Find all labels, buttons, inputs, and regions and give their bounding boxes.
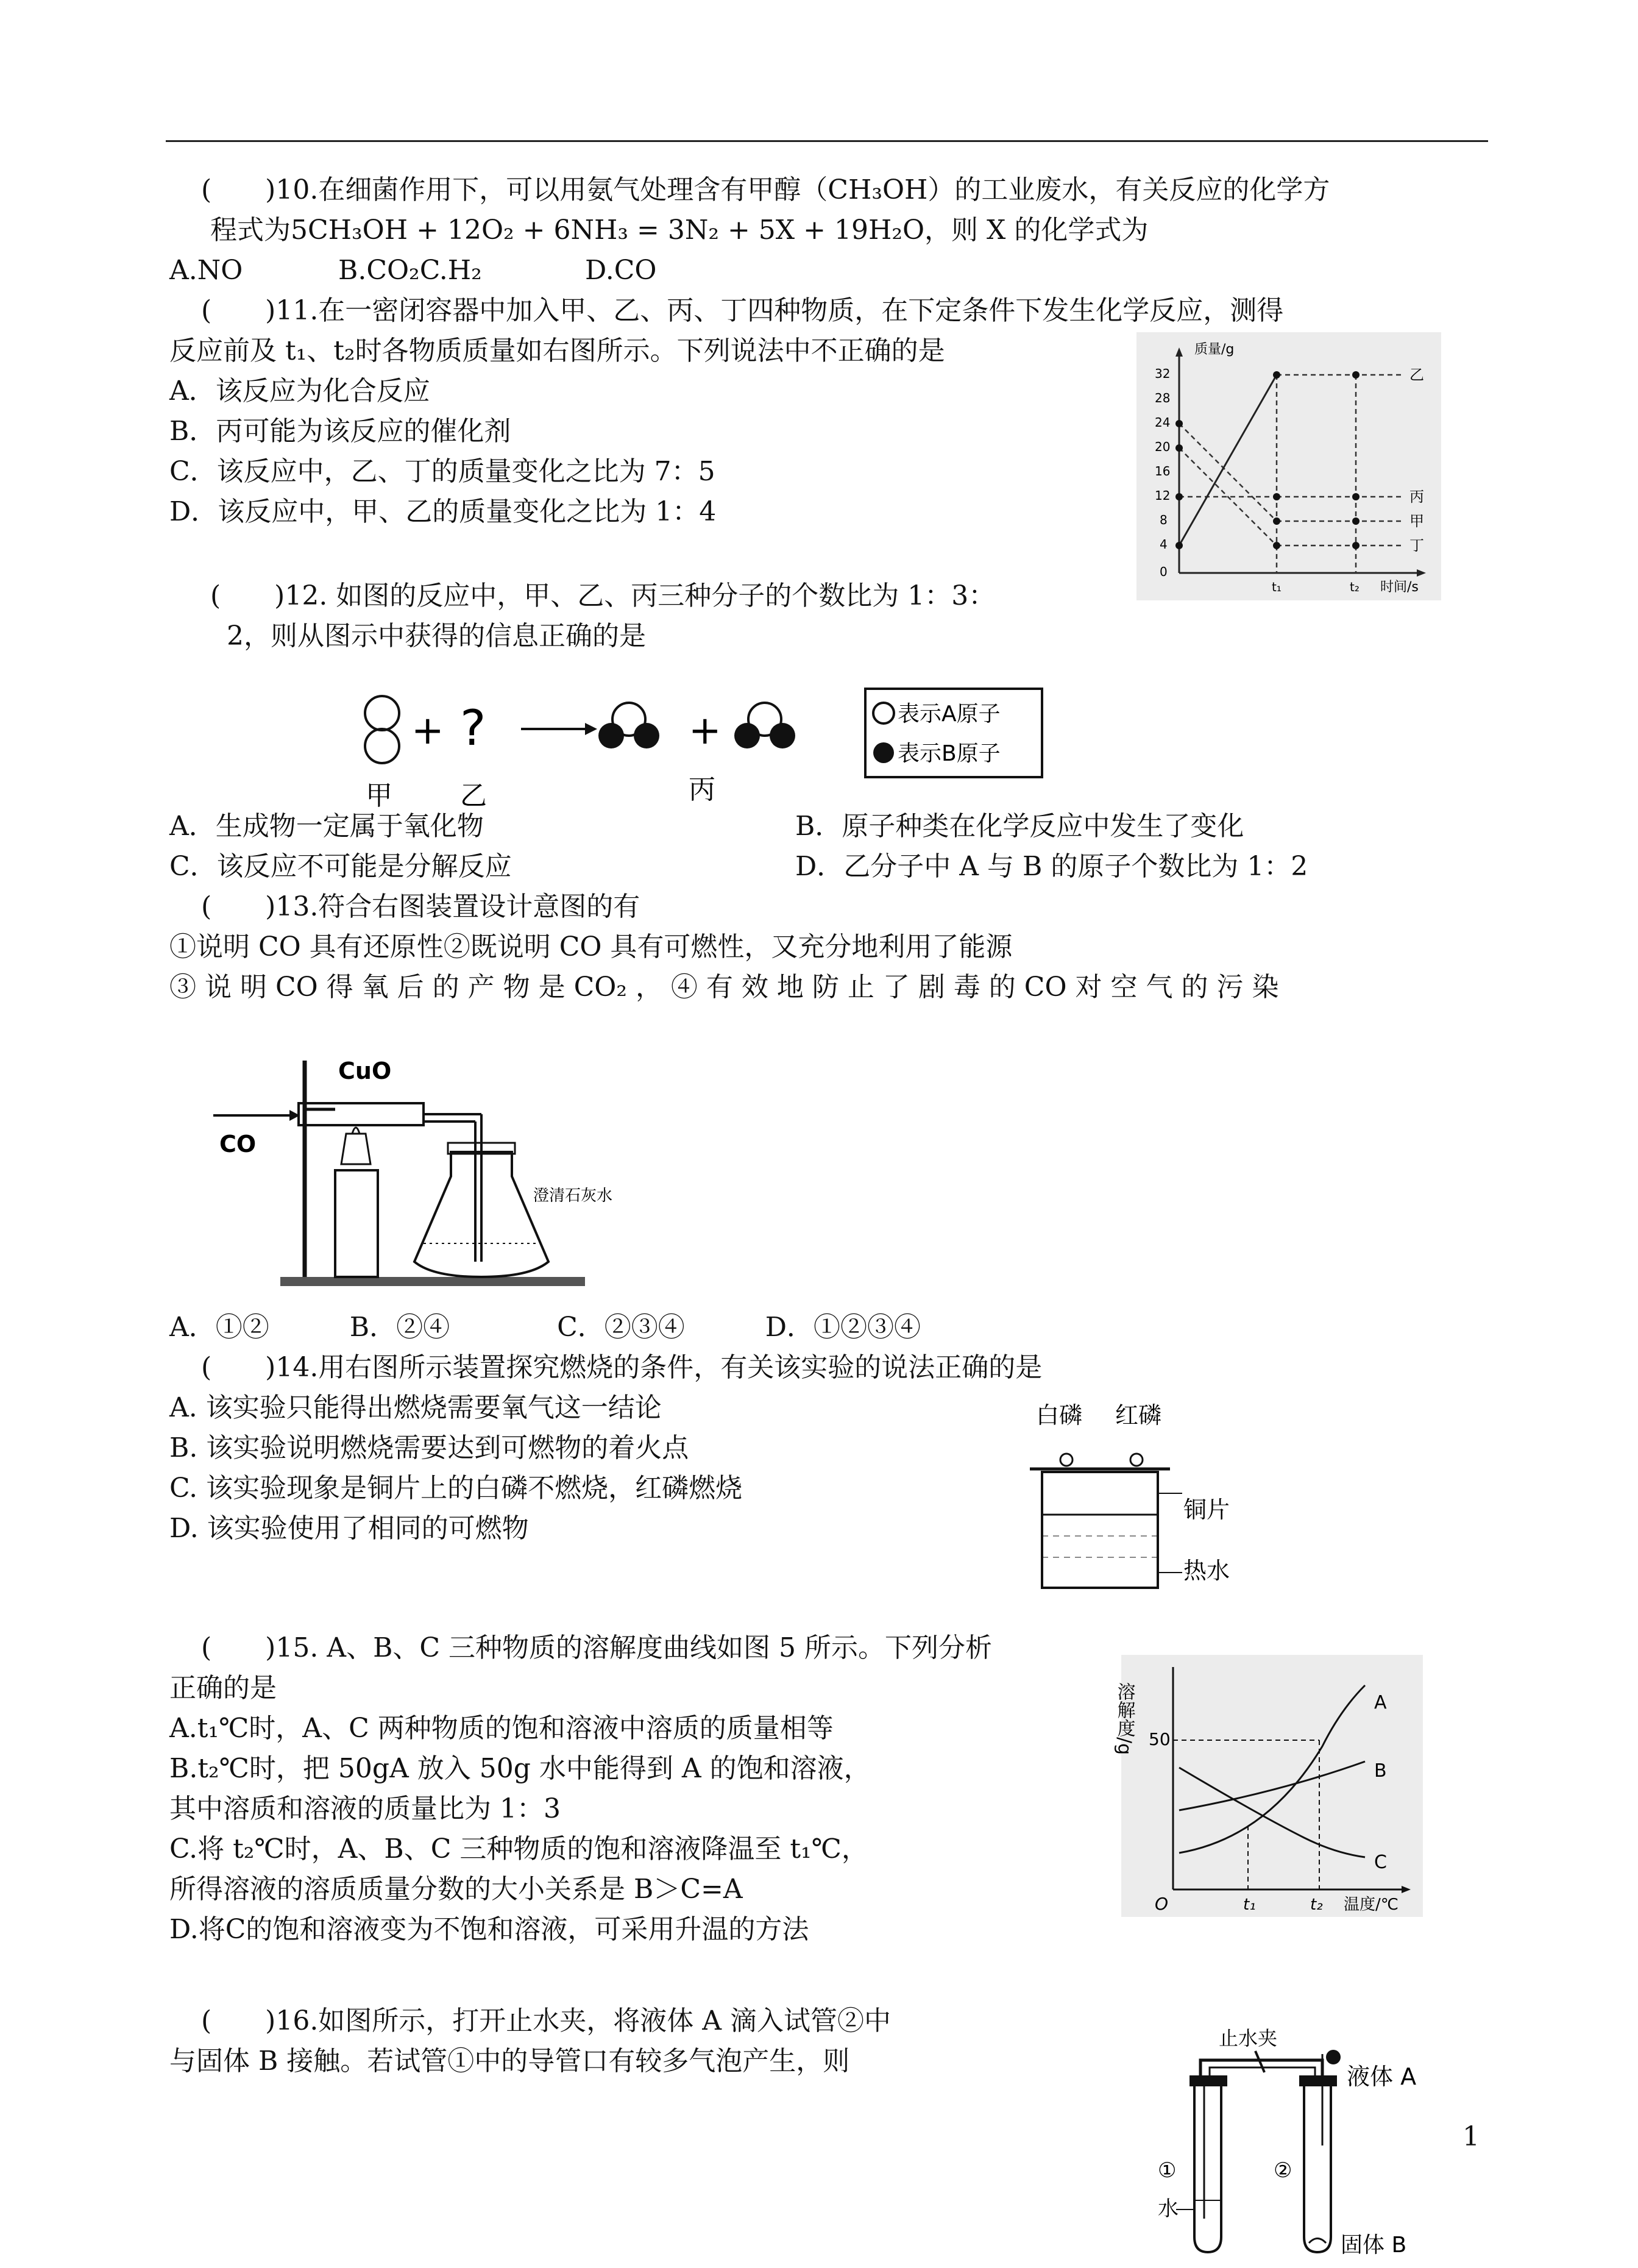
q13-line1: ( )13.符合右图装置设计意图的有 [201, 891, 640, 922]
q11-option-d: D．该反应中，甲、乙的质量变化之比为 1：4 [169, 496, 717, 527]
label-co: CO [219, 1131, 257, 1157]
label-bing: 丙 [689, 774, 715, 805]
q12-option-b: B．原子种类在化学反应中发生了变化 [795, 811, 1244, 842]
q14-apparatus [1024, 1396, 1280, 1597]
q11-xlabel: 时间/s [1380, 580, 1419, 595]
t1-label: t₁ [1243, 1896, 1256, 1914]
q15-option-b2: 其中溶质和溶液的质量比为 1：3 [169, 1793, 561, 1824]
xtick-t2: t₂ [1350, 580, 1360, 594]
label-red-p: 红磷 [1115, 1402, 1162, 1429]
q15-solubility-chart [1113, 1655, 1423, 1917]
q16-line2: 与固体 B 接触。若试管①中的导管口有较多气泡产生，则 [169, 2046, 850, 2077]
q12-line2: 2，则从图示中获得的信息正确的是 [227, 620, 646, 652]
plus-1: + [411, 708, 444, 753]
label-copper: 铜片 [1183, 1496, 1230, 1523]
q13-line3: ③ 说 明 CO 得 氧 后 的 产 物 是 CO₂ ， ④ 有 效 地 防 止 了 剧 毒 的 CO 对 空 气 的 污 染 [169, 972, 1279, 1003]
q11-line2: 反应前及 t₁、t₂时各物质质量如右图所示。下列说法中不正确的是 [169, 335, 945, 366]
q14-option-b: B. 该实验说明燃烧需要达到可燃物的着火点 [169, 1432, 689, 1463]
q15-xlabel: 温度/℃ [1344, 1896, 1399, 1914]
q14-line1: ( )14.用右图所示装置探究燃烧的条件，有关该实验的说法正确的是 [201, 1352, 1043, 1383]
q16-apparatus [1152, 2017, 1438, 2261]
label-jia: 甲 [1409, 513, 1424, 530]
label-yi: 乙 [460, 780, 487, 811]
q11-option-c: C．该反应中，乙、丁的质量变化之比为 7：5 [169, 456, 715, 487]
ytick-0: 0 [1160, 564, 1168, 579]
q12-line1: ( )12. 如图的反应中，甲、乙、丙三种分子的个数比为 1：3： [210, 580, 996, 611]
label-hot-water: 热水 [1183, 1557, 1230, 1584]
curve-a-label: A [1374, 1692, 1387, 1713]
q11-mass-chart [1136, 332, 1441, 600]
q14-option-d: D. 该实验使用了相同的可燃物 [169, 1513, 529, 1544]
label-cuo: CuO [338, 1058, 392, 1084]
q16-line1: ( )16.如图所示，打开止水夹，将液体 A 滴入试管②中 [201, 2005, 892, 2036]
q10-option-a: A.NO [169, 255, 243, 286]
header-rule [166, 140, 1488, 142]
xtick-t1: t₁ [1272, 580, 1282, 594]
origin-label: O [1155, 1894, 1169, 1914]
q13-options: A．①② B．②④ C．②③④ D．①②③④ [169, 1312, 921, 1343]
q10-option-d: D.CO [585, 255, 657, 286]
q15-ylabel: 溶解度/g [1113, 1682, 1135, 1755]
curve-c-label: C [1374, 1852, 1387, 1873]
plus-2: + [689, 708, 722, 753]
curve-b-label: B [1374, 1760, 1387, 1782]
ytick-8: 8 [1160, 513, 1168, 527]
q15-line2: 正确的是 [169, 1673, 277, 1704]
label-water: 水 [1158, 2197, 1179, 2221]
q14-option-a: A. 该实验只能得出燃烧需要氧气这一结论 [169, 1392, 662, 1423]
label-tube-1: ① [1158, 2158, 1177, 2183]
label-tube-2: ② [1274, 2158, 1292, 2183]
label-bing: 丙 [1409, 488, 1424, 505]
ytick-20: 20 [1155, 439, 1171, 454]
q12-reaction-diagram [341, 677, 1048, 817]
legend-b: 表示B原子 [898, 741, 1001, 766]
page-number: 1 [1462, 2121, 1480, 2152]
q15-option-c2: 所得溶液的溶质质量分数的大小关系是 B＞C=A [169, 1874, 743, 1905]
q12-option-c: C．该反应不可能是分解反应 [169, 851, 512, 882]
q15-option-b1: B.t₂℃时，把 50gA 放入 50g 水中能得到 A 的饱和溶液， [169, 1753, 871, 1784]
q13-apparatus [189, 1036, 652, 1292]
legend-a: 表示A原子 [898, 702, 1001, 727]
label-limewater: 澄清石灰水 [533, 1187, 613, 1205]
label-yi: 乙 [1409, 366, 1424, 383]
q15-line1: ( )15. A、B、C 三种物质的溶解度曲线如图 5 所示。下列分析 [201, 1632, 993, 1663]
label-white-p: 白磷 [1036, 1402, 1083, 1429]
label-solid-b: 固体 B [1341, 2233, 1407, 2258]
label-jia: 甲 [366, 780, 392, 811]
ytick-28: 28 [1155, 391, 1171, 405]
ytick-24: 24 [1155, 415, 1171, 430]
q11-option-a: A．该反应为化合反应 [169, 375, 430, 407]
label-clamp: 止水夹 [1219, 2027, 1278, 2050]
ytick-32: 32 [1155, 366, 1171, 381]
y50-label: 50 [1149, 1729, 1171, 1749]
q11-ylabel: 质量/g [1194, 342, 1235, 357]
question-mark: ? [460, 700, 486, 756]
q12-option-a: A．生成物一定属于氧化物 [169, 811, 484, 842]
q10-line1: ( )10.在细菌作用下，可以用氨气处理含有甲醇（CH₃OH）的工业废水，有关反应的化学方 [201, 174, 1330, 205]
q15-option-d: D.将C的饱和溶液变为不饱和溶液，可采用升温的方法 [169, 1914, 809, 1945]
label-ding: 丁 [1409, 537, 1424, 554]
q12-option-d: D．乙分子中 A 与 B 的原子个数比为 1：2 [795, 851, 1308, 882]
q15-option-a: A.t₁℃时，A、C 两种物质的饱和溶液中溶质的质量相等 [169, 1713, 834, 1744]
q10-line2: 程式为5CH₃OH + 12O₂ + 6NH₃ = 3N₂ + 5X + 19H₂O，则 X 的化学式为 [210, 215, 1149, 246]
ytick-4: 4 [1160, 537, 1168, 552]
q11-option-b: B．丙可能为该反应的催化剂 [169, 416, 511, 447]
t2-label: t₂ [1310, 1896, 1323, 1914]
ytick-12: 12 [1155, 488, 1171, 503]
q15-option-c1: C.将 t₂℃时，A、B、C 三种物质的饱和溶液降温至 t₁℃， [169, 1833, 868, 1865]
q13-line2: ①说明 CO 具有还原性②既说明 CO 具有可燃性，又充分地利用了能源 [169, 931, 1013, 962]
q11-line1: ( )11.在一密闭容器中加入甲、乙、丙、丁四种物质，在下定条件下发生化学反应，测得 [201, 295, 1284, 326]
q10-option-bc: B.CO₂C.H₂ [338, 255, 482, 286]
q14-option-c: C. 该实验现象是铜片上的白磷不燃烧，红磷燃烧 [169, 1473, 743, 1504]
label-liquid-a: 液体 A [1347, 2063, 1417, 2090]
ytick-16: 16 [1155, 464, 1171, 478]
